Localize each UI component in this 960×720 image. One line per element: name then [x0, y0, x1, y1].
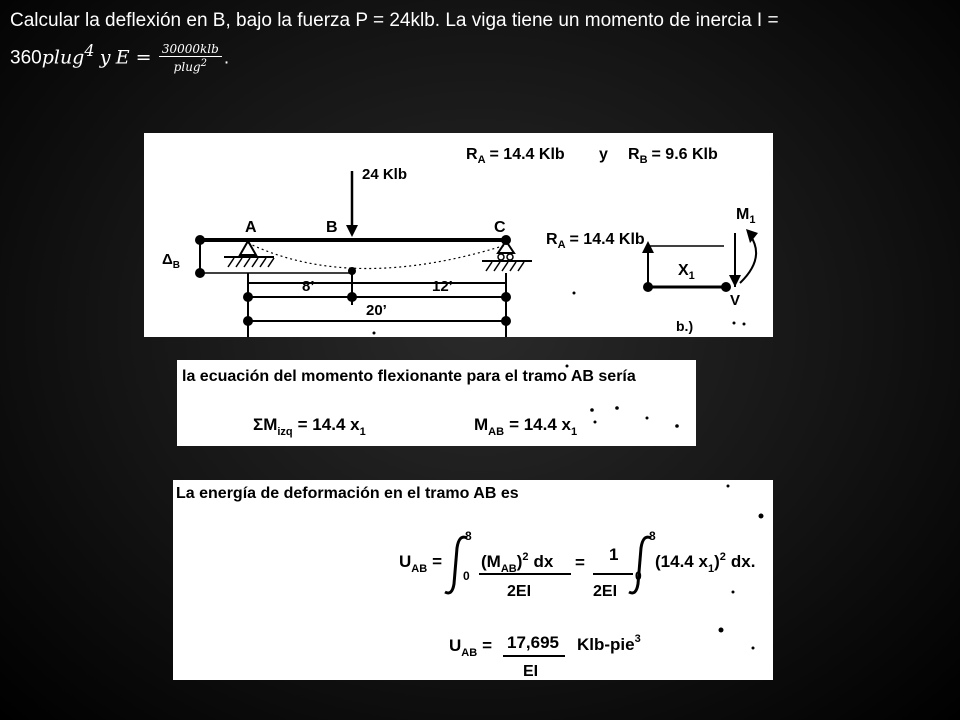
moment-equation-panel [177, 360, 696, 446]
strain-energy [173, 480, 773, 680]
load-label: 24 Klb [362, 166, 408, 183]
integrand-2: (14.4 $x_1)^2$ dx. [655, 551, 756, 575]
title-line-1: Calcular la deflexión en B, bajo la fuerza P = 24klb. La viga tiene un momento de inercia I = [10, 10, 779, 31]
fbd-x1-label: $X_1$ [678, 262, 695, 282]
svg-text:8: 8 [465, 529, 472, 543]
result-numerator: 17,695 [507, 633, 559, 652]
modulus-fraction: $\frac{\text{30000klb}}{plug^2}$ [159, 42, 222, 74]
label-c: C [494, 219, 506, 236]
label-b: B [326, 219, 338, 236]
integrand-1: $(M_{AB})^2$ dx [481, 551, 554, 575]
svg-text:EI: EI [523, 663, 539, 680]
energy-sentence: La energía de deformación en el tramo AB es [176, 485, 519, 502]
fbd-m1-label: $M_1$ [736, 206, 756, 226]
svg-text:RB= 9.6 Klb: $R_B = 9.6$ Klb [628, 146, 718, 166]
svg-text:=: = [575, 553, 585, 572]
dim-12: 12’ [432, 278, 453, 295]
title-line-2: 360plug$^4$ y E = $\frac{\text{30000klb}}{plug^2}$ . [10, 41, 230, 75]
svg-text:0: 0 [635, 569, 642, 583]
result-unit: Klb-pie$^3$ [577, 633, 641, 654]
fbd-tag: b.) [676, 318, 694, 334]
beam-diagram-panel [144, 133, 773, 337]
label-a: A [245, 219, 257, 236]
dim-8: 8’ [302, 278, 315, 295]
delta-b-label: $\Delta_B$ [162, 251, 181, 271]
svg-text:y: y [599, 146, 608, 163]
uab-result: $U_{AB}$ = [449, 636, 493, 659]
fbd-v-label: V [730, 292, 741, 309]
svg-text:2EI: 2EI [507, 583, 532, 600]
svg-text:RA= 14.4 Klb: $R_A = 14.4$ Klb [466, 146, 565, 166]
fbd-ra-label: $R_A = 14.4$ Klb [546, 231, 645, 251]
moment-sentence: la ecuación del momento flexionante para el tramo AB sería [182, 368, 636, 385]
moment-equation [177, 360, 696, 446]
uab-lhs: $U_{AB}$ = [399, 552, 443, 575]
dim-20: 20’ [366, 302, 387, 319]
beam-diagram [144, 133, 773, 337]
strain-energy-panel [173, 480, 773, 680]
mab-eq: $M_{AB} = 14.4$ $x_1$ [474, 415, 578, 438]
svg-text:0: 0 [463, 569, 470, 583]
svg-text:8: 8 [649, 529, 656, 543]
svg-text:1: 1 [609, 545, 619, 564]
sum-moments-eq: $\Sigma M_{izq} = 14.4$ $x_1$ [253, 415, 366, 438]
svg-text:2EI: 2EI [593, 583, 618, 600]
slide-title [10, 6, 950, 74]
